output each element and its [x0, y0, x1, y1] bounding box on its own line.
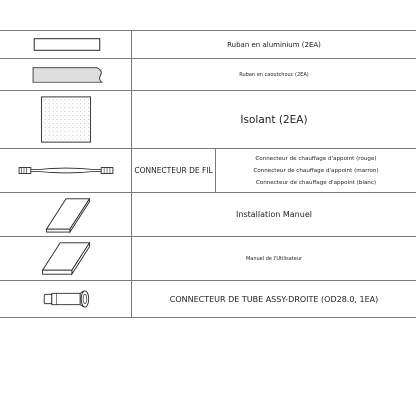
rubber-tape-icon [0, 59, 132, 90]
item-image-cell [0, 193, 132, 236]
list-item: Connecteur de chauffage d'appoint (rouge) [255, 155, 377, 162]
list-item: Connecteur de chauffage d'appoint (blanc) [255, 179, 377, 186]
insulation-sheet-icon [0, 91, 132, 148]
item-description: Manuel de l'Utilisateur [245, 255, 303, 262]
wire-connector-icon [0, 149, 132, 192]
table-row [0, 90, 416, 148]
table-row [0, 236, 416, 280]
item-description: Ruban en aluminium (2EA) [227, 40, 321, 49]
pipe-connector-icon [0, 281, 132, 317]
table-row [0, 192, 416, 236]
item-category-label: CONNECTEUR DE FIL [132, 149, 216, 192]
connector-list [216, 149, 416, 192]
installation-manual-icon [0, 193, 132, 236]
table-row [0, 58, 416, 90]
item-description: CONNECTEUR DE TUBE ASSY-DROITE (OD28.0, 1EA) [169, 294, 379, 304]
item-image-cell [0, 281, 132, 317]
table-row [0, 280, 416, 318]
list-item: Connecteur de chauffage d'appoint (marron) [253, 167, 379, 174]
aluminium-tape-icon [0, 31, 132, 58]
item-image-cell [0, 91, 132, 148]
item-image-cell [0, 59, 132, 90]
item-image-cell [0, 31, 132, 58]
item-image-cell [0, 149, 132, 192]
user-manual-icon [0, 237, 132, 280]
table-row [0, 148, 416, 192]
item-description: Ruban en caoutchouc (2EA) [239, 71, 309, 78]
table-row [0, 30, 416, 58]
item-description: Installation Manuel [236, 210, 312, 219]
item-description: Isolant (2EA) [240, 113, 308, 126]
item-image-cell [0, 237, 132, 280]
